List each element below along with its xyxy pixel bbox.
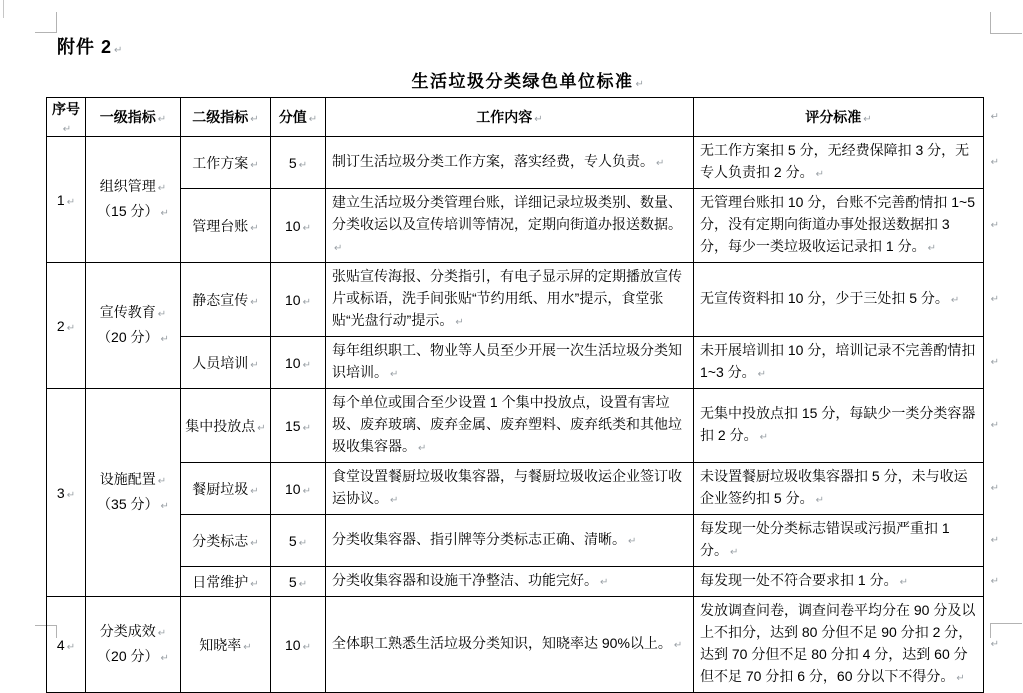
page-edge-artifact [3, 0, 4, 18]
criteria-cell [694, 515, 984, 567]
criteria-cell [694, 567, 984, 597]
level2-cell [181, 389, 271, 463]
content-cell [326, 463, 694, 515]
cell-text: 10 ↵ [285, 481, 311, 497]
cell-text: 组织管理 ↵ [88, 175, 178, 200]
table-row [47, 567, 984, 597]
cell-text: 10 ↵ [285, 292, 311, 308]
cell-text: 分类收集容器和设施干净整洁、功能完好。 ↵ [332, 572, 608, 588]
score-cell [271, 389, 326, 463]
cell-text: 4 ↵ [57, 637, 75, 653]
column-header-score [271, 98, 326, 137]
score-cell [271, 263, 326, 337]
cell-text: 静态宣传 ↵ [192, 292, 258, 308]
level2-cell [181, 463, 271, 515]
score-cell [271, 515, 326, 567]
cell-text: 无工作方案扣 5 分，无经费保障扣 3 分，无专人负责扣 2 分。 ↵ [700, 142, 969, 180]
level2-cell [181, 263, 271, 337]
cell-text: 每发现一处分类标志错误或污损严重扣 1 分。 ↵ [700, 520, 950, 558]
header-row [47, 98, 984, 137]
content-cell [326, 515, 694, 567]
cell-text: 每年组织职工、物业等人员至少开展一次生活垃圾分类知识培训。 ↵ [332, 342, 682, 380]
cell-text: 人员培训 ↵ [192, 355, 258, 371]
level2-cell [181, 137, 271, 189]
criteria-cell [694, 597, 984, 693]
cell-text: 10 ↵ [285, 637, 311, 653]
score-cell [271, 463, 326, 515]
cell-text: 2 ↵ [57, 318, 75, 334]
cell-text: 建立生活垃圾分类管理台账，详细记录垃圾类别、数量、分类收运以及宣传培训等情况，定期向街道办报送数据。 ↵ [332, 194, 682, 254]
table-row [47, 337, 984, 389]
column-header-level1 [86, 98, 181, 137]
header-text: 一级指标 ↵ [100, 109, 166, 125]
level1-cell [86, 137, 181, 263]
crop-mark-top-left [35, 12, 57, 33]
cell-text: 全体职工熟悉生活垃圾分类知识，知晓率达 90%以上。 ↵ [332, 635, 682, 651]
serial-cell [47, 137, 86, 263]
table-row [47, 597, 984, 693]
attachment-label-text: 附件 2 ↵ [57, 37, 123, 57]
level2-cell [181, 189, 271, 263]
cell-text: 无宣传资料扣 10 分，少于三处扣 5 分。 ↵ [700, 290, 959, 306]
page-title [46, 67, 997, 92]
cell-text: 15 ↵ [285, 418, 311, 434]
cell-text: （20 分） ↵ [88, 326, 178, 351]
level1-cell [86, 389, 181, 597]
column-header-criteria [694, 98, 984, 137]
cell-text: 宣传教育 ↵ [88, 301, 178, 326]
cell-text: 每个单位或围合至少设置 1 个集中投放点，设置有害垃圾、废弃玻璃、废弃金属、废弃塑料、废弃纸类和其他垃圾收集容器。 ↵ [332, 394, 682, 454]
criteria-cell [694, 337, 984, 389]
table-row [47, 263, 984, 337]
criteria-cell [694, 263, 984, 337]
cell-text: 5 ↵ [289, 155, 307, 171]
cell-text: 10 ↵ [285, 355, 311, 371]
score-cell [271, 137, 326, 189]
page-title-text: 生活垃圾分类绿色单位标准 ↵ [412, 72, 646, 91]
level1-cell [86, 263, 181, 389]
cell-text: 10 ↵ [285, 218, 311, 234]
cell-text: （20 分） ↵ [88, 645, 178, 670]
cell-text: 管理台账 ↵ [192, 218, 258, 234]
cell-text: 未设置餐厨垃圾收集容器扣 5 分，未与收运企业签约扣 5 分。 ↵ [700, 468, 968, 506]
column-header-content [326, 98, 694, 137]
cell-text: 餐厨垃圾 ↵ [192, 481, 258, 497]
header-text: 二级指标 ↵ [192, 109, 258, 125]
cell-text: 张贴宣传海报、分类指引，有电子显示屏的定期播放宣传片或标语，洗手间张贴“节约用纸、用水”提示，食堂张贴“光盘行动”提示。 ↵ [332, 268, 682, 328]
score-cell [271, 337, 326, 389]
cell-text: 发放调查问卷，调查问卷平均分在 90 分及以上不扣分，达到 80 分但不足 90 分扣 2 分，达到 70 分但不足 80 分扣 4 分，达到 60 分但不足 70 分扣 6 分，60 分以下不得分。 ↵ [700, 602, 975, 684]
cell-text: 工作方案 ↵ [192, 155, 258, 171]
serial-cell [47, 597, 86, 693]
table-row [47, 463, 984, 515]
cell-text: （35 分） ↵ [88, 493, 178, 518]
level2-cell [181, 567, 271, 597]
cell-text: 无集中投放点扣 15 分，每缺少一类分类容器扣 2 分。 ↵ [700, 405, 975, 443]
content-cell [326, 337, 694, 389]
serial-cell [47, 389, 86, 597]
level1-cell [86, 597, 181, 693]
header-text: 工作内容 ↵ [476, 109, 542, 125]
cell-text: 分类标志 ↵ [192, 533, 258, 549]
cell-text: 未开展培训扣 10 分，培训记录不完善酌情扣 1~3 分。 ↵ [700, 342, 975, 380]
cell-text: 5 ↵ [289, 574, 307, 590]
table-row [47, 515, 984, 567]
table-row [47, 137, 984, 189]
cell-text: 3 ↵ [57, 485, 75, 501]
level2-cell [181, 337, 271, 389]
score-cell [271, 189, 326, 263]
cell-text: 日常维护 ↵ [192, 574, 258, 590]
cell-text: 每发现一处不符合要求扣 1 分。 ↵ [700, 572, 908, 588]
column-header-level2 [181, 98, 271, 137]
cell-text: 知晓率 ↵ [199, 637, 251, 653]
standards-table [46, 97, 984, 693]
column-header-serial [47, 98, 86, 137]
criteria-cell [694, 389, 984, 463]
table-row [47, 389, 984, 463]
criteria-cell [694, 189, 984, 263]
cell-text: 设施配置 ↵ [88, 468, 178, 493]
content-cell [326, 389, 694, 463]
cell-text: 分类收集容器、指引牌等分类标志正确、清晰。 ↵ [332, 531, 636, 547]
cell-text: 5 ↵ [289, 533, 307, 549]
attachment-label [57, 33, 123, 59]
cell-text: 制订生活垃圾分类工作方案，落实经费，专人负责。 ↵ [332, 153, 664, 169]
score-cell [271, 597, 326, 693]
cell-text: 无管理台账扣 10 分，台账不完善酌情扣 1~5 分，没有定期向街道办事处报送数据扣 3 分，每少一类垃圾收运记录扣 1 分。 ↵ [700, 194, 975, 254]
content-cell [326, 137, 694, 189]
crop-mark-top-right [990, 12, 1022, 34]
content-cell [326, 263, 694, 337]
score-cell [271, 567, 326, 597]
serial-cell [47, 263, 86, 389]
level2-cell [181, 515, 271, 567]
cell-text: （15 分） ↵ [88, 200, 178, 225]
criteria-cell [694, 137, 984, 189]
header-text: 评分标准 ↵ [805, 109, 871, 125]
cell-text: 1 ↵ [57, 192, 75, 208]
level2-cell [181, 597, 271, 693]
header-text: 序号 ↵ [52, 101, 80, 135]
content-cell [326, 189, 694, 263]
content-cell [326, 567, 694, 597]
cell-text: 食堂设置餐厨垃圾收集容器，与餐厨垃圾收运企业签订收运协议。 ↵ [332, 468, 682, 506]
criteria-cell [694, 463, 984, 515]
header-text: 分值 ↵ [279, 109, 317, 125]
content-cell [326, 597, 694, 693]
cell-text: 集中投放点 ↵ [185, 418, 265, 434]
cell-text: 分类成效 ↵ [88, 620, 178, 645]
table-row [47, 189, 984, 263]
